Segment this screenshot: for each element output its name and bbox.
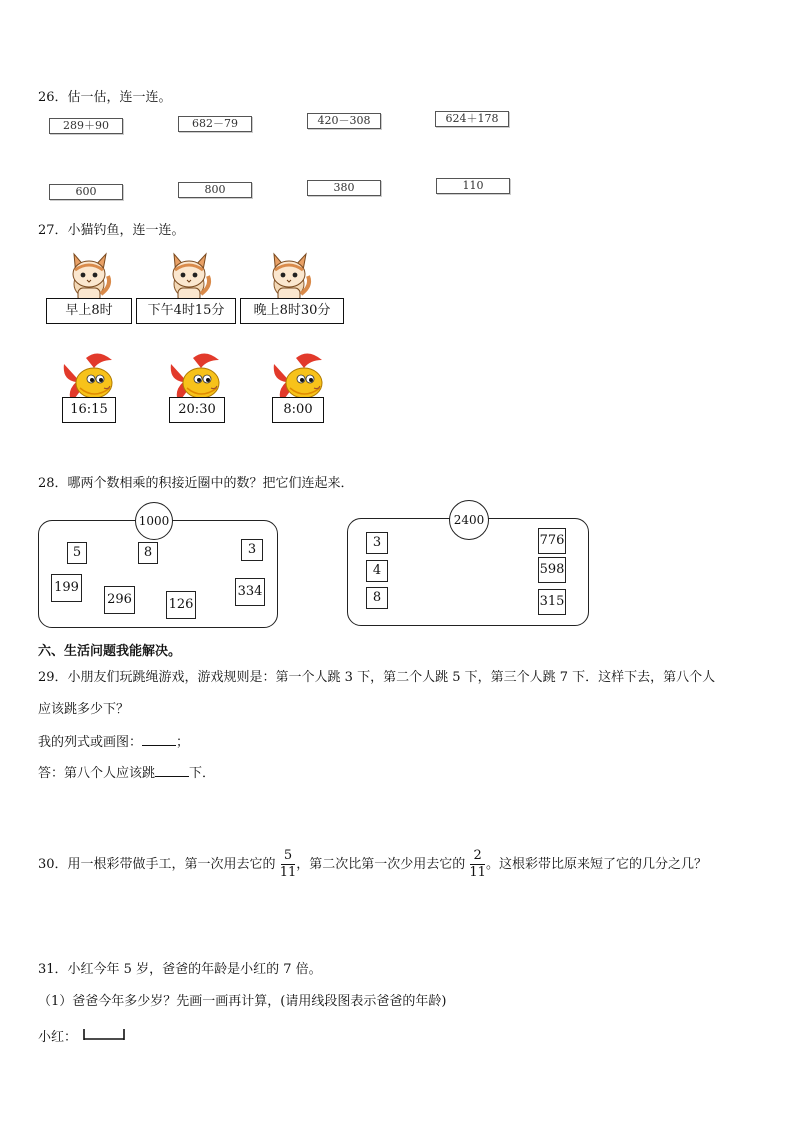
target-circle-left: 1000 <box>135 502 173 540</box>
number-box[interactable]: 4 <box>366 560 388 582</box>
fraction-two-elevenths <box>469 848 486 881</box>
fish-time-label[interactable]: 16:15 <box>62 397 116 423</box>
number-box[interactable]: 3 <box>241 539 263 561</box>
q29-line2: 应该跳多少下？ <box>38 702 130 717</box>
q30-part1: 30．用一根彩带做手工，第一次用去它的 <box>38 857 276 872</box>
number-box[interactable]: 315 <box>538 589 566 615</box>
q26-title: 26．估一估，连一连。 <box>38 90 172 105</box>
fraction-five-elevenths <box>280 848 297 881</box>
expression-box[interactable]: 682－79 <box>178 116 252 132</box>
q27-title: 27．小猫钓鱼，连一连。 <box>38 223 185 238</box>
q30-text <box>38 848 707 881</box>
expression-box[interactable]: 420－308 <box>307 113 381 129</box>
number-box[interactable]: 334 <box>235 578 265 606</box>
fraction-denominator: 11 <box>469 865 486 880</box>
cat-time-label[interactable]: 晚上8时30分 <box>240 298 344 324</box>
fish-icon <box>270 350 326 402</box>
target-circle-right: 2400 <box>449 500 489 540</box>
answer-box[interactable]: 600 <box>49 184 123 200</box>
q30-part2: ，第二次比第一次少用去它的 <box>296 857 466 872</box>
number-box[interactable]: 5 <box>67 542 87 564</box>
fraction-numerator: 2 <box>473 848 482 863</box>
line-segment-diagram[interactable] <box>82 1028 128 1042</box>
q29-answer-line <box>38 762 215 781</box>
q29-formula-line <box>38 731 189 750</box>
number-box[interactable]: 8 <box>366 587 388 609</box>
formula-label: 我的列式或画图： <box>38 735 143 750</box>
fish-icon <box>167 350 223 402</box>
number-box[interactable]: 8 <box>138 542 158 564</box>
cat-time-label[interactable]: 早上8时 <box>46 298 132 324</box>
answer-box[interactable]: 380 <box>307 180 381 196</box>
cat-time-label[interactable]: 下午4时15分 <box>136 298 236 324</box>
number-box[interactable]: 3 <box>366 532 388 554</box>
answer-box[interactable]: 110 <box>436 178 510 194</box>
number-box[interactable]: 776 <box>538 528 566 554</box>
q28-title: 28．哪两个数相乘的积接近圈中的数？把它们连起来． <box>38 476 354 491</box>
q30-part3: 。这根彩带比原来短了它的几分之几？ <box>485 857 707 872</box>
number-box[interactable]: 598 <box>538 557 566 583</box>
section-title: 六、生活问题我能解决。 <box>38 644 182 659</box>
cat-icon <box>266 246 312 302</box>
number-box[interactable]: 126 <box>166 591 196 619</box>
xiaohong-label: 小红： <box>38 1030 78 1045</box>
cat-icon <box>66 246 112 302</box>
fraction-denominator: 11 <box>279 865 297 880</box>
number-box[interactable]: 199 <box>51 574 82 602</box>
q31-line2: （1）爸爸今年多少岁？先画一画再计算，(请用线段图表示爸爸的年龄) <box>38 994 447 1009</box>
q31-line1: 31．小红今年 5 岁，爸爸的年龄是小红的 7 倍。 <box>38 962 322 977</box>
fish-time-label[interactable]: 8:00 <box>272 397 324 423</box>
answer-suffix: 下． <box>189 766 216 781</box>
answer-prefix: 答：第八个人应该跳 <box>38 766 156 781</box>
q29-line1: 29．小朋友们玩跳绳游戏，游戏规则是：第一个人跳 3 下，第二个人跳 5 下，第三个人跳 7 下．这样下去，第八个人 <box>38 670 716 685</box>
answer-blank[interactable] <box>155 764 189 777</box>
expression-box[interactable]: 289＋90 <box>49 118 123 134</box>
answer-box[interactable]: 800 <box>178 182 252 198</box>
formula-blank[interactable] <box>142 733 176 746</box>
fraction-numerator: 5 <box>283 848 293 863</box>
fish-time-label[interactable]: 20:30 <box>169 397 225 423</box>
fish-icon <box>60 350 116 402</box>
expression-box[interactable]: 624＋178 <box>435 111 509 127</box>
number-box[interactable]: 296 <box>104 586 135 614</box>
formula-end: ； <box>176 735 190 750</box>
cat-icon <box>166 246 212 302</box>
